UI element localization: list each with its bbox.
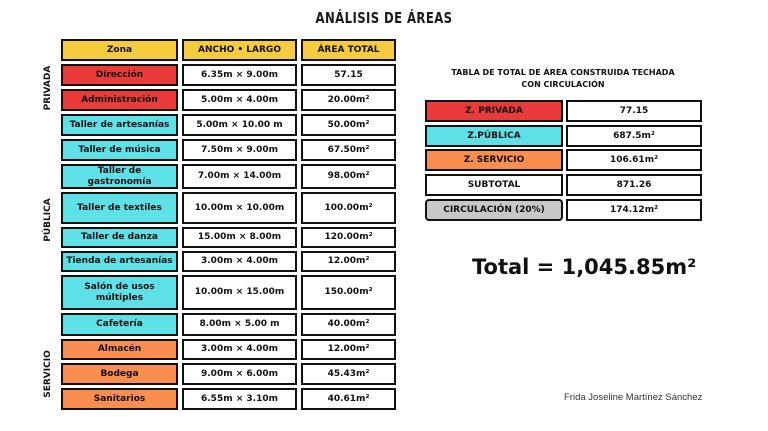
summary-label: Z.PÚBLICA: [425, 125, 563, 147]
row-dims: 8.00m × 5.00 m: [182, 313, 297, 336]
row-area: 40.61m²: [301, 388, 396, 410]
summary-label: Z. PRIVADA: [425, 100, 563, 122]
row-dims: 10.00m × 10.00m: [182, 192, 297, 224]
row-dims: 7.50m × 9.00m: [182, 139, 297, 161]
row-zona: Salón de usos múltiples: [61, 275, 178, 310]
row-area: 120.00m²: [301, 227, 396, 248]
summary-title-line1: TABLA DE TOTAL DE ÁREA CONSTRUIDA TECHADA: [451, 68, 675, 77]
summary-value: 871.26: [566, 174, 702, 196]
row-zona: Taller de música: [61, 139, 178, 161]
row-area: 150.00m²: [301, 275, 396, 310]
row-dims: 3.00m × 4.00m: [182, 251, 297, 272]
row-area: 12.00m²: [301, 251, 396, 272]
row-area: 100.00m²: [301, 192, 396, 224]
row-area: 20.00m²: [301, 89, 396, 111]
summary-value: 687.5m²: [566, 125, 702, 147]
row-zona: Taller de artesanías: [61, 114, 178, 136]
row-zona: Almacén: [61, 339, 178, 360]
row-zona: Taller de danza: [61, 227, 178, 248]
row-dims: 7.00m × 14.00m: [182, 164, 297, 189]
row-dims: 3.00m × 4.00m: [182, 339, 297, 360]
summary-value: 174.12m²: [566, 199, 702, 221]
grand-total: Total = 1,045.85m²: [472, 255, 697, 279]
row-zona: Taller de textiles: [61, 192, 178, 224]
summary-value: 106.61m²: [566, 149, 702, 171]
row-area: 45.43m²: [301, 363, 396, 385]
row-dims: 10.00m × 15.00m: [182, 275, 297, 310]
author-credit: Frida Joseline Martínez Sánchez: [564, 392, 703, 403]
row-dims: 15.00m × 8.00m: [182, 227, 297, 248]
row-dims: 6.55m × 3.10m: [182, 388, 297, 410]
row-zona: Sanitarios: [61, 388, 178, 410]
row-area: 67.50m²: [301, 139, 396, 161]
summary-label: Z. SERVICIO: [425, 149, 563, 171]
summary-label: SUBTOTAL: [425, 174, 563, 196]
summary-title: [425, 67, 701, 91]
row-zona: Tienda de artesanías: [61, 251, 178, 272]
row-dims: 9.00m × 6.00m: [182, 363, 297, 385]
header-dims: ANCHO • LARGO: [182, 39, 297, 61]
row-zona: Administración: [61, 89, 178, 111]
row-area: 98.00m²: [301, 164, 396, 189]
row-area: 50.00m²: [301, 114, 396, 136]
row-zona: Cafetería: [61, 313, 178, 336]
summary-label: CIRCULACIÓN (20%): [425, 199, 563, 221]
row-zona: Dirección: [61, 64, 178, 86]
row-dims: 6.35m × 9.00m: [182, 64, 297, 86]
row-area: 40.00m²: [301, 313, 396, 336]
page-title: ANÁLISIS DE ÁREAS: [315, 9, 453, 27]
header-area: ÁREA TOTAL: [301, 39, 396, 61]
row-zona: Bodega: [61, 363, 178, 385]
row-area: 12.00m²: [301, 339, 396, 360]
zone-label-publica: PÚBLICA: [43, 198, 53, 242]
row-dims: 5.00m × 4.00m: [182, 89, 297, 111]
header-zona: Zona: [61, 39, 178, 61]
summary-value: 77.15: [566, 100, 702, 122]
row-dims: 5.00m × 10.00 m: [182, 114, 297, 136]
zone-label-servicio: SERVICIO: [43, 350, 53, 398]
row-area: 57.15: [301, 64, 396, 86]
summary-title-line2: CON CIRCULACIÓN: [521, 80, 605, 89]
zone-label-privada: PRIVADA: [43, 65, 53, 111]
row-zona: Taller de gastronomía: [61, 164, 178, 189]
